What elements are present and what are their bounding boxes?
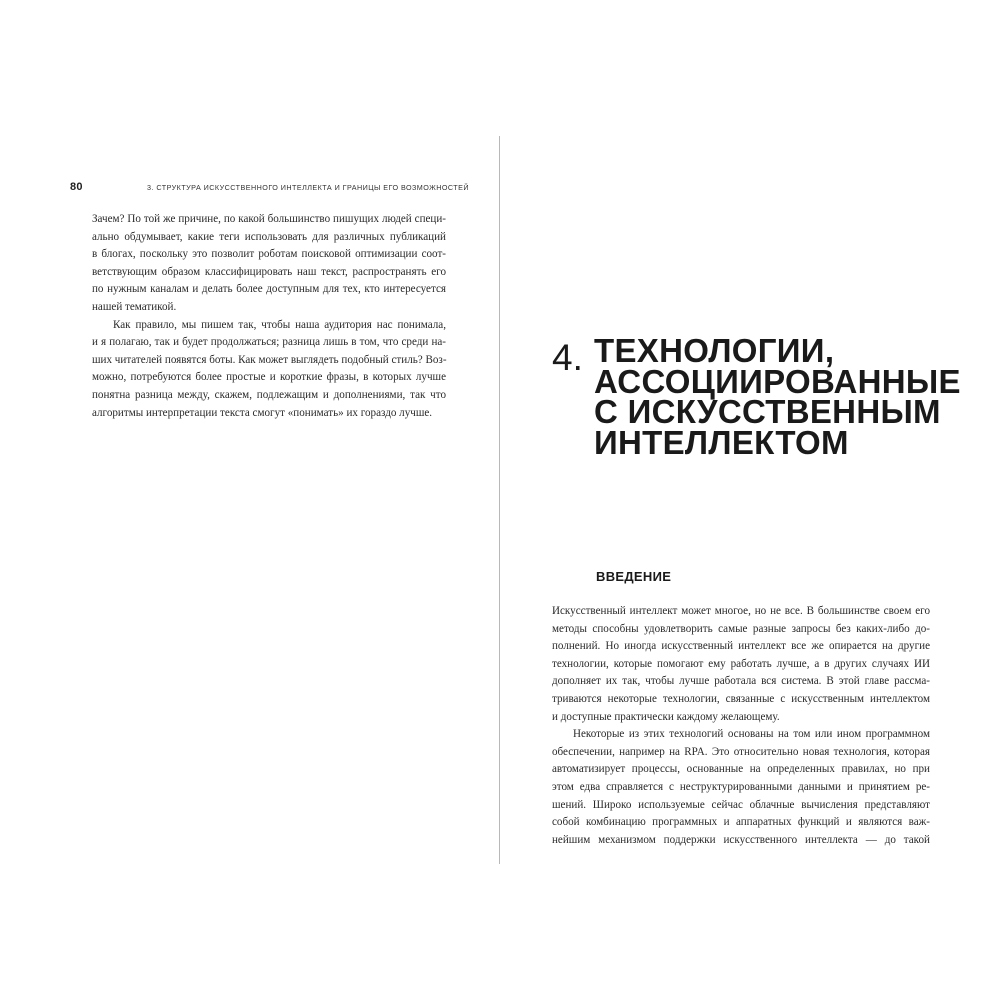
text-line: Зачем? По той же причине, по какой большинство пишущих людей специ-: [92, 213, 446, 225]
text-line: в блогах, поскольку это позволит роботам поисковой оптимизации соот-: [92, 248, 446, 261]
chapter-title-line: С ИСКУССТВЕННЫМ: [594, 393, 941, 430]
paragraph: [92, 211, 446, 317]
running-head: 3. СТРУКТУРА ИСКУССТВЕННОГО ИНТЕЛЛЕКТА И ГРАНИЦЫ ЕГО ВОЗМОЖНОСТЕЙ: [147, 183, 469, 192]
left-body-text: [92, 211, 446, 422]
page-gutter-divider: [499, 136, 500, 864]
chapter-title-line: ИНТЕЛЛЕКТОМ: [594, 423, 849, 461]
text-line: собой комбинацию программных и аппаратных функций и являются важ-: [552, 816, 930, 829]
text-line: понятна разница между, скажем, подлежащим и дополнениями, так что: [92, 388, 446, 401]
text-line: автоматизирует процессы, основанные на определенных правилах, но при: [552, 763, 930, 776]
text-line: полнений. Но иногда искусственный интеллект все же опирается на другие: [552, 640, 930, 653]
chapter-number: 4.: [552, 337, 583, 378]
text-line: ших читателей появятся боты. Как может выглядеть подобный стиль? Воз-: [92, 353, 447, 366]
text-line: нашей тематикой.: [92, 300, 177, 313]
text-line: можно, потребуются более простые и короткие фразы, в которых лучше: [92, 371, 446, 384]
text-line: триваются некоторые технологии, связанные с искусственным интеллектом: [552, 692, 930, 705]
chapter-title: [594, 332, 961, 461]
text-line: шений. Широко используемые сейчас облачные вычисления представляют: [552, 798, 930, 811]
text-line: и я полагаю, так и будет продолжаться; разница лишь в том, что среди на-: [92, 336, 446, 349]
text-line: ально обдумывает, какие теги использовать для различных публикаций: [92, 230, 446, 243]
text-line: нейшим механизмом поддержки искусственного интеллекта — до такой: [552, 833, 930, 846]
text-line: Искусственный интеллект может многое, но не все. В большинстве своем его: [552, 605, 930, 617]
text-line: дополняет их так, чтобы лучше работала вся система. В этой главе рассма-: [552, 675, 930, 688]
text-line: методы способны удовлетворить самые разные запросы без каких-либо до-: [552, 622, 930, 635]
text-line: Некоторые из этих технологий основаны на том или ином программном: [573, 728, 930, 741]
text-line: алгоритмы интерпретации текста смогут «понимать» их гораздо лучше.: [92, 406, 433, 419]
text-line: технологии, которые помогают ему работать лучше, а в других случаях ИИ: [552, 657, 930, 670]
text-line: Как правило, мы пишем так, чтобы наша аудитория нас понимала,: [113, 318, 446, 331]
chapter-title-line: АССОЦИИРОВАННЫЕ: [594, 362, 961, 400]
page-number: 80: [70, 181, 83, 193]
text-line: этом едва справляется с неструктурированными данными и принятием ре-: [552, 780, 930, 793]
paragraph: [92, 317, 446, 423]
chapter-title-line: ТЕХНОЛОГИИ,: [594, 332, 835, 369]
text-line: обеспечении, например на RPA. Это относительно новая технология, которая: [552, 745, 930, 758]
right-body-text: [552, 603, 930, 849]
text-line: и доступные практически каждому желающему.: [552, 710, 780, 723]
paragraph: [552, 726, 930, 849]
paragraph: [552, 603, 930, 726]
text-line: по нужным каналам и делать более доступным для тех, кто интересуется: [92, 283, 446, 296]
text-line: ветствующим образом классифицировать наш текст, распространять его: [92, 265, 446, 278]
section-heading: ВВЕДЕНИЕ: [596, 569, 672, 584]
